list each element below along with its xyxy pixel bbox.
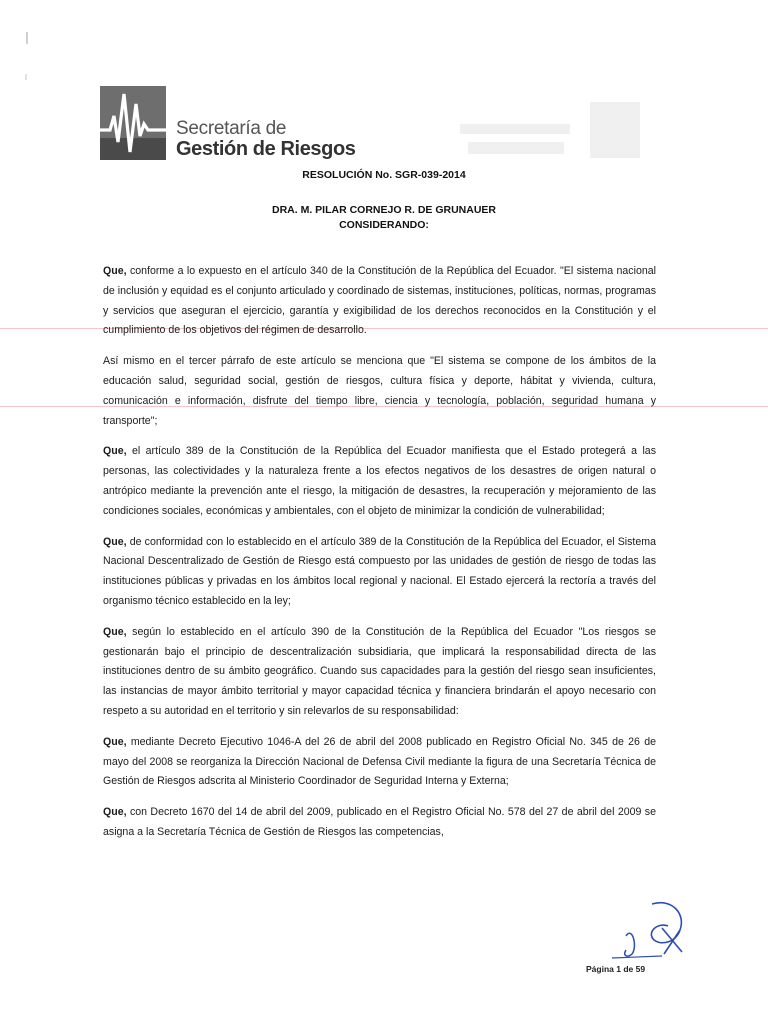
paragraph-text: el artículo 389 de la Constitución de la República del Ecuador manifiesta que el Estado protegerá a las personas, las colectividades y la naturaleza frente a los efectos negativos de los desastres de origen natural o antrópico mediante la prevención ante el riesgo, la mitigación de desastres, la recuperación y mejoramiento de las condiciones sociales, económicas y ambientales, con el objeto de minimizar la condición de vulnerabilidad; bbox=[103, 445, 656, 517]
seismograph-logo-icon bbox=[100, 86, 166, 160]
paragraph-text: conforme a lo expuesto en el artículo 340 de la Constitución de la República del Ecuador. "El sistema nacional de inclusión y equidad es el conjunto articulado y coordinado de sistemas, instituciones, políticas, normas, programas y servicios que aseguran el ejercicio, garantía y exigibilidad de los derechos reconocidos en la Constitución y el cumplimiento de los objetivos del régimen de desarrollo. bbox=[103, 265, 656, 337]
paragraph-text: Así mismo en el tercer párrafo de este artículo se menciona que "El sistema se compone de los ámbitos de la educación salud, seguridad social, gestión de riesgos, cultura física y deporte, hábitat y vivienda, cultura, comunicación e información, disfrute del tiempo libre, ciencia y tecnología, población, seguridad humana y transporte"; bbox=[103, 355, 656, 427]
logo-line-2: Gestión de Riesgos bbox=[176, 138, 356, 160]
paragraph-lead: Que, bbox=[103, 265, 127, 277]
paragraph-lead: Que, bbox=[103, 735, 127, 748]
paragraph-text: de conformidad con lo establecido en el artículo 389 de la Constitución de la República del Ecuador, el Sistema Nacional Descentralizado de Gestión de Riesgo está compuesto por las unidades de gestión de riesgo de todas las instituciones públicas y privadas en los ámbitos local regional y nacional. El Estado ejercerá la rectoría a través del organismo técnico establecido en la ley; bbox=[103, 535, 656, 607]
logo-line-1: Secretaría de bbox=[176, 118, 287, 139]
paragraph-text: con Decreto 1670 del 14 de abril del 2009, publicado en el Registro Oficial No. 578 del 27 de abril del 2009 se asigna a la Secretaría Técnica de Gestión de Riesgos las competencias, bbox=[103, 806, 656, 838]
scan-margin-marks bbox=[22, 30, 32, 110]
logo-wordmark bbox=[176, 118, 356, 160]
paragraph bbox=[103, 803, 656, 843]
paragraph-lead: Que, bbox=[103, 806, 127, 819]
paragraph bbox=[103, 623, 656, 722]
paragraph bbox=[103, 533, 656, 612]
author-name: DRA. M. PILAR CORNEJO R. DE GRUNAUER bbox=[271, 204, 496, 216]
show-through-ghost bbox=[460, 102, 660, 174]
document-body bbox=[103, 262, 656, 854]
page-number: Página 1 de 59 bbox=[586, 964, 646, 974]
paragraph-text: según lo establecido en el artículo 390 de la Constitución de la República del Ecuador "Los riesgos se gestionarán bajo el principio de descentralización subsidiaria, que implicará la responsabilidad directa de las instituciones dentro de su ámbito geográfico. Cuando sus capacidades para la gestión del riesgo sean insuficientes, las instancias de mayor ámbito territorial y mayor capacidad técnica y financiera brindarán el apoyo necesario con respeto a su autoridad en el territorio y sin relevarlos de su responsabilidad: bbox=[103, 625, 656, 717]
paragraph bbox=[103, 262, 656, 341]
paragraph-lead: Que, bbox=[103, 445, 127, 458]
handwritten-initials-signature bbox=[592, 896, 688, 962]
paragraph-text: mediante Decreto Ejecutivo 1046-A del 26 de abril del 2008 publicado en Registro Oficial No. 345 de 26 de mayo del 2008 se reorganiza la Dirección Nacional de Defensa Civil mediante la figura de una Secretaría Técnica de Gestión de Riesgos adscrita al Ministerio Coordinador de Seguridad Interna y Externa; bbox=[103, 735, 656, 788]
paragraph bbox=[103, 352, 656, 431]
paragraph-lead: Que, bbox=[103, 535, 127, 548]
paragraph bbox=[103, 442, 656, 521]
paragraph bbox=[103, 733, 656, 792]
resolution-number: RESOLUCIÓN No. SGR-039-2014 bbox=[302, 169, 466, 181]
secretaria-logo bbox=[100, 86, 360, 166]
paragraph-lead: Que, bbox=[103, 625, 127, 638]
considering-heading: CONSIDERANDO: bbox=[339, 219, 429, 231]
